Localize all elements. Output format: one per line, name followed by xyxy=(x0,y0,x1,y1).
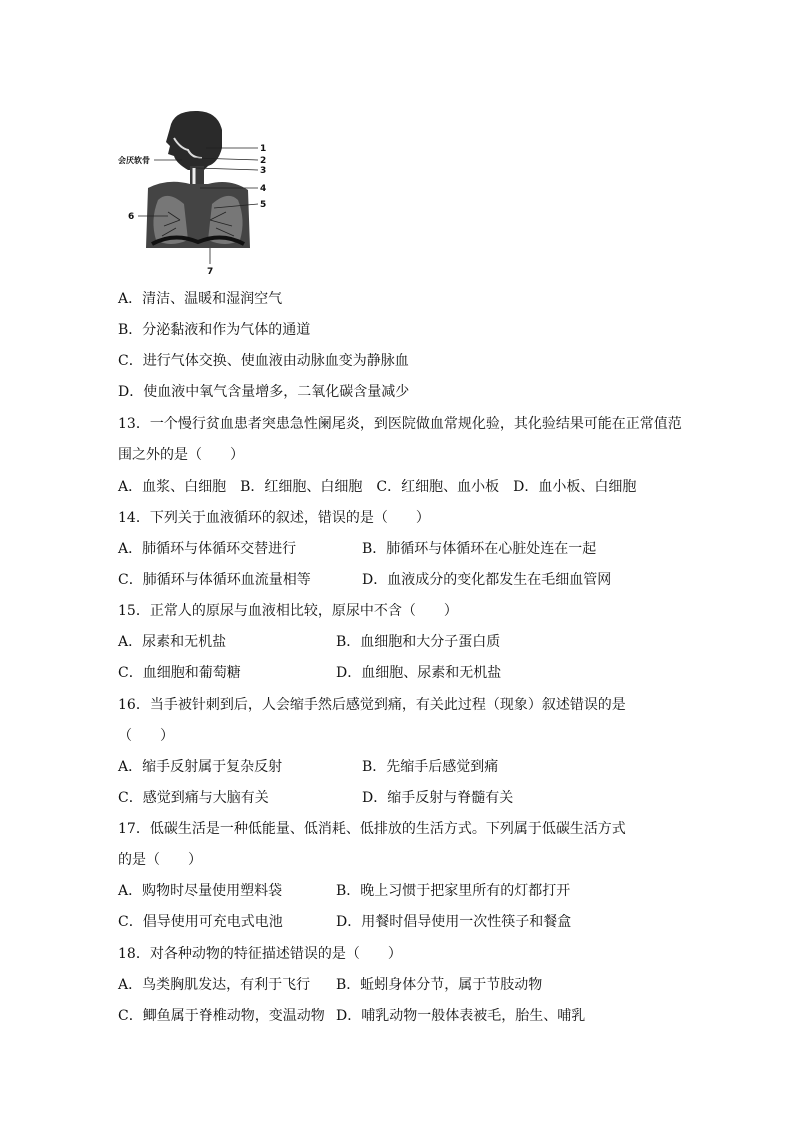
figure-label-6: 6 xyxy=(128,212,135,222)
q16-option-c: C．感觉到痛与大脑有关 xyxy=(118,790,269,806)
q14-option-d: D．血液成分的变化都发生在毛细血管网 xyxy=(362,572,612,588)
figure-label-4: 4 xyxy=(260,184,267,194)
q17-stem-line1: 17．低碳生活是一种低能量、低消耗、低排放的生活方式。下列属于低碳生活方式 xyxy=(118,821,626,837)
q13-option-a: A．血浆、白细胞 xyxy=(118,479,227,495)
q17-option-a: A．购物时尽量使用塑料袋 xyxy=(118,883,283,899)
q16-option-a: A．缩手反射属于复杂反射 xyxy=(118,759,283,775)
q12-option-d: D．使血液中氧气含量增多，二氧化碳含量减少 xyxy=(118,384,410,400)
q15-option-a: A．尿素和无机盐 xyxy=(118,634,227,650)
q17-option-d: D．用餐时倡导使用一次性筷子和餐盒 xyxy=(336,914,572,930)
q13-options xyxy=(118,477,636,497)
respiratory-system-figure xyxy=(118,108,278,278)
figure-label-3: 3 xyxy=(260,166,267,176)
figure-label-2: 2 xyxy=(260,156,267,166)
q15-option-d: D．血细胞、尿素和无机盐 xyxy=(336,665,502,681)
q15-option-c: C．血细胞和葡萄糖 xyxy=(118,665,241,681)
q14-option-b: B．肺循环与体循环在心脏处连在一起 xyxy=(362,541,597,557)
q16-option-b: B．先缩手后感觉到痛 xyxy=(362,759,499,775)
q13-stem-line2: 围之外的是（ ） xyxy=(118,447,244,463)
q15-stem: 15．正常人的原尿与血液相比较，原尿中不含（ ） xyxy=(118,603,458,619)
figure-label-7: 7 xyxy=(207,267,214,277)
q18-option-a: A．鸟类胸肌发达，有利于飞行 xyxy=(118,977,311,993)
q18-option-d: D．哺乳动物一般体表被毛，胎生、哺乳 xyxy=(336,1008,586,1024)
q12-option-a: A．清洁、温暖和湿润空气 xyxy=(118,291,283,307)
q16-option-d: D．缩手反射与脊髓有关 xyxy=(362,790,514,806)
q13-option-c: C．红细胞、血小板 xyxy=(376,479,500,495)
q18-stem: 18．对各种动物的特征描述错误的是（ ） xyxy=(118,946,402,962)
q17-option-b: B．晚上习惯于把家里所有的灯都打开 xyxy=(336,883,571,899)
q15-option-b: B．血细胞和大分子蛋白质 xyxy=(336,634,501,650)
q14-stem: 14．下列关于血液循环的叙述，错误的是（ ） xyxy=(118,510,430,526)
q18-option-b: B．蚯蚓身体分节，属于节肢动物 xyxy=(336,977,543,993)
figure-label-5: 5 xyxy=(260,200,267,210)
q17-stem-line2: 的是（ ） xyxy=(118,852,202,868)
q17-option-c: C．倡导使用可充电式电池 xyxy=(118,914,283,930)
q14-option-a: A．肺循环与体循环交替进行 xyxy=(118,541,297,557)
figure-label-1: 1 xyxy=(260,144,267,154)
q16-stem-line1: 16．当手被针刺到后，人会缩手然后感觉到痛，有关此过程（现象）叙述错误的是 xyxy=(118,697,626,713)
q12-option-c: C．进行气体交换、使血液由动脉血变为静脉血 xyxy=(118,353,409,369)
q14-option-c: C．肺循环与体循环血流量相等 xyxy=(118,572,311,588)
q16-stem-line2: （ ） xyxy=(118,728,174,744)
q18-option-c: C．鲫鱼属于脊椎动物，变温动物 xyxy=(118,1008,325,1024)
q13-stem-line1: 13．一个慢行贫血患者突患急性阑尾炎，到医院做血常规化验，其化验结果可能在正常值范 xyxy=(118,416,682,432)
q12-option-b: B．分泌黏液和作为气体的通道 xyxy=(118,322,311,338)
figure-label-epiglottis: 会厌软骨 xyxy=(118,156,150,165)
q13-option-d: D．血小板、白细胞 xyxy=(513,479,637,495)
q13-option-b: B．红细胞、白细胞 xyxy=(240,479,363,495)
